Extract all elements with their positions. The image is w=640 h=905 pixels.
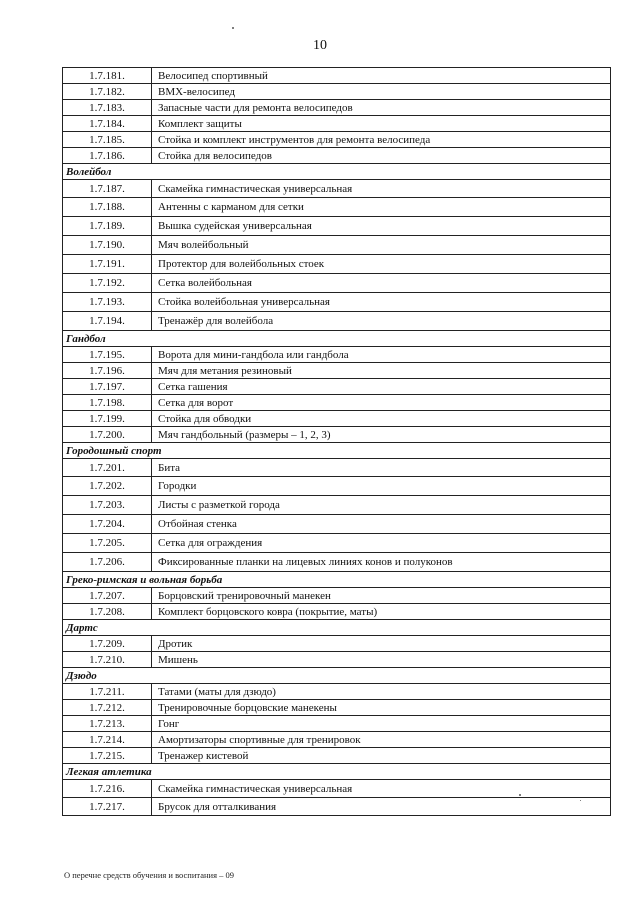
table-row	[63, 515, 611, 534]
item-name: BMX-велосипед	[152, 84, 611, 100]
table-row	[63, 636, 611, 652]
item-code: 1.7.214.	[63, 732, 152, 748]
table-row	[63, 496, 611, 515]
table-row	[63, 274, 611, 293]
item-code: 1.7.184.	[63, 116, 152, 132]
item-code: 1.7.201.	[63, 459, 152, 477]
item-name: Антенны с карманом для сетки	[152, 198, 611, 217]
item-code: 1.7.185.	[63, 132, 152, 148]
scan-speck	[519, 794, 521, 796]
item-name: Стойка и комплект инструментов для ремонта велосипеда	[152, 132, 611, 148]
item-code: 1.7.186.	[63, 148, 152, 164]
table-row	[63, 798, 611, 816]
table-row	[63, 217, 611, 236]
item-code: 1.7.181.	[63, 68, 152, 84]
item-code: 1.7.205.	[63, 534, 152, 553]
item-code: 1.7.196.	[63, 363, 152, 379]
section-header-row	[63, 764, 611, 780]
item-name: Отбойная стенка	[152, 515, 611, 534]
table-row	[63, 459, 611, 477]
item-code: 1.7.194.	[63, 312, 152, 331]
item-code: 1.7.212.	[63, 700, 152, 716]
table-row	[63, 148, 611, 164]
scan-speck	[580, 800, 581, 801]
item-name: Стойка для обводки	[152, 411, 611, 427]
section-header-row	[63, 164, 611, 180]
item-name: Скамейка гимнастическая универсальная	[152, 780, 611, 798]
item-code: 1.7.210.	[63, 652, 152, 668]
item-name: Ворота для мини-гандбола или гандбола	[152, 347, 611, 363]
item-name: Стойка для велосипедов	[152, 148, 611, 164]
table-row	[63, 180, 611, 198]
table-row	[63, 553, 611, 572]
table-row	[63, 68, 611, 84]
table-row	[63, 588, 611, 604]
item-code: 1.7.209.	[63, 636, 152, 652]
item-name: Мишень	[152, 652, 611, 668]
table-row	[63, 780, 611, 798]
table-row	[63, 477, 611, 496]
equipment-table-body	[63, 68, 611, 816]
item-code: 1.7.208.	[63, 604, 152, 620]
table-row	[63, 116, 611, 132]
item-name: Бита	[152, 459, 611, 477]
item-code: 1.7.182.	[63, 84, 152, 100]
item-name: Брусок для отталкивания	[152, 798, 611, 816]
item-code: 1.7.204.	[63, 515, 152, 534]
item-name: Гонг	[152, 716, 611, 732]
item-name: Комплект борцовского ковра (покрытие, маты)	[152, 604, 611, 620]
item-name: Мяч гандбольный (размеры – 1, 2, 3)	[152, 427, 611, 443]
equipment-table	[62, 67, 611, 816]
item-name: Мяч волейбольный	[152, 236, 611, 255]
item-name: Велосипед спортивный	[152, 68, 611, 84]
section-header-row	[63, 443, 611, 459]
table-row	[63, 604, 611, 620]
section-title: Гандбол	[63, 331, 611, 347]
item-name: Скамейка гимнастическая универсальная	[152, 180, 611, 198]
item-name: Стойка волейбольная универсальная	[152, 293, 611, 312]
section-title: Греко-римская и вольная борьба	[63, 572, 611, 588]
item-name: Сетка для ограждения	[152, 534, 611, 553]
section-title: Легкая атлетика	[63, 764, 611, 780]
table-row	[63, 312, 611, 331]
section-header-row	[63, 572, 611, 588]
item-name: Тренировочные борцовские манекены	[152, 700, 611, 716]
section-header-row	[63, 331, 611, 347]
table-row	[63, 236, 611, 255]
table-row	[63, 132, 611, 148]
section-title: Волейбол	[63, 164, 611, 180]
scan-speck	[232, 27, 234, 29]
item-name: Сетка волейбольная	[152, 274, 611, 293]
item-name: Сетка гашения	[152, 379, 611, 395]
page-footer: О перечне средств обучения и воспитания – 09	[64, 870, 234, 880]
table-row	[63, 198, 611, 217]
item-name: Фиксированные планки на лицевых линиях конов и полуконов	[152, 553, 611, 572]
item-code: 1.7.202.	[63, 477, 152, 496]
table-row	[63, 84, 611, 100]
item-code: 1.7.197.	[63, 379, 152, 395]
item-code: 1.7.193.	[63, 293, 152, 312]
item-code: 1.7.217.	[63, 798, 152, 816]
item-code: 1.7.207.	[63, 588, 152, 604]
section-header-row	[63, 620, 611, 636]
item-code: 1.7.187.	[63, 180, 152, 198]
table-row	[63, 363, 611, 379]
item-code: 1.7.188.	[63, 198, 152, 217]
table-row	[63, 255, 611, 274]
section-title: Дартс	[63, 620, 611, 636]
item-name: Комплект защиты	[152, 116, 611, 132]
table-row	[63, 379, 611, 395]
item-name: Тренажёр для волейбола	[152, 312, 611, 331]
table-row	[63, 732, 611, 748]
item-name: Запасные части для ремонта велосипедов	[152, 100, 611, 116]
table-row	[63, 347, 611, 363]
item-code: 1.7.211.	[63, 684, 152, 700]
item-code: 1.7.192.	[63, 274, 152, 293]
item-name: Мяч для метания резиновый	[152, 363, 611, 379]
item-code: 1.7.203.	[63, 496, 152, 515]
item-code: 1.7.189.	[63, 217, 152, 236]
item-code: 1.7.200.	[63, 427, 152, 443]
table-row	[63, 293, 611, 312]
item-code: 1.7.216.	[63, 780, 152, 798]
item-name: Вышка судейская универсальная	[152, 217, 611, 236]
item-name: Протектор для волейбольных стоек	[152, 255, 611, 274]
item-name: Татами (маты для дзюдо)	[152, 684, 611, 700]
item-name: Амортизаторы спортивные для тренировок	[152, 732, 611, 748]
item-code: 1.7.183.	[63, 100, 152, 116]
table-row	[63, 395, 611, 411]
page-number: 10	[313, 38, 327, 53]
item-code: 1.7.191.	[63, 255, 152, 274]
item-name: Листы с разметкой города	[152, 496, 611, 515]
table-row	[63, 100, 611, 116]
table-row	[63, 700, 611, 716]
table-row	[63, 652, 611, 668]
item-code: 1.7.190.	[63, 236, 152, 255]
item-code: 1.7.213.	[63, 716, 152, 732]
item-code: 1.7.198.	[63, 395, 152, 411]
item-name: Дротик	[152, 636, 611, 652]
item-code: 1.7.215.	[63, 748, 152, 764]
item-name: Сетка для ворот	[152, 395, 611, 411]
table-row	[63, 748, 611, 764]
item-code: 1.7.195.	[63, 347, 152, 363]
item-name: Тренажер кистевой	[152, 748, 611, 764]
item-code: 1.7.199.	[63, 411, 152, 427]
section-title: Дзюдо	[63, 668, 611, 684]
item-name: Борцовский тренировочный манекен	[152, 588, 611, 604]
item-code: 1.7.206.	[63, 553, 152, 572]
table-row	[63, 427, 611, 443]
table-row	[63, 716, 611, 732]
section-header-row	[63, 668, 611, 684]
table-row	[63, 411, 611, 427]
item-name: Городки	[152, 477, 611, 496]
table-row	[63, 534, 611, 553]
table-row	[63, 684, 611, 700]
section-title: Городошный спорт	[63, 443, 611, 459]
